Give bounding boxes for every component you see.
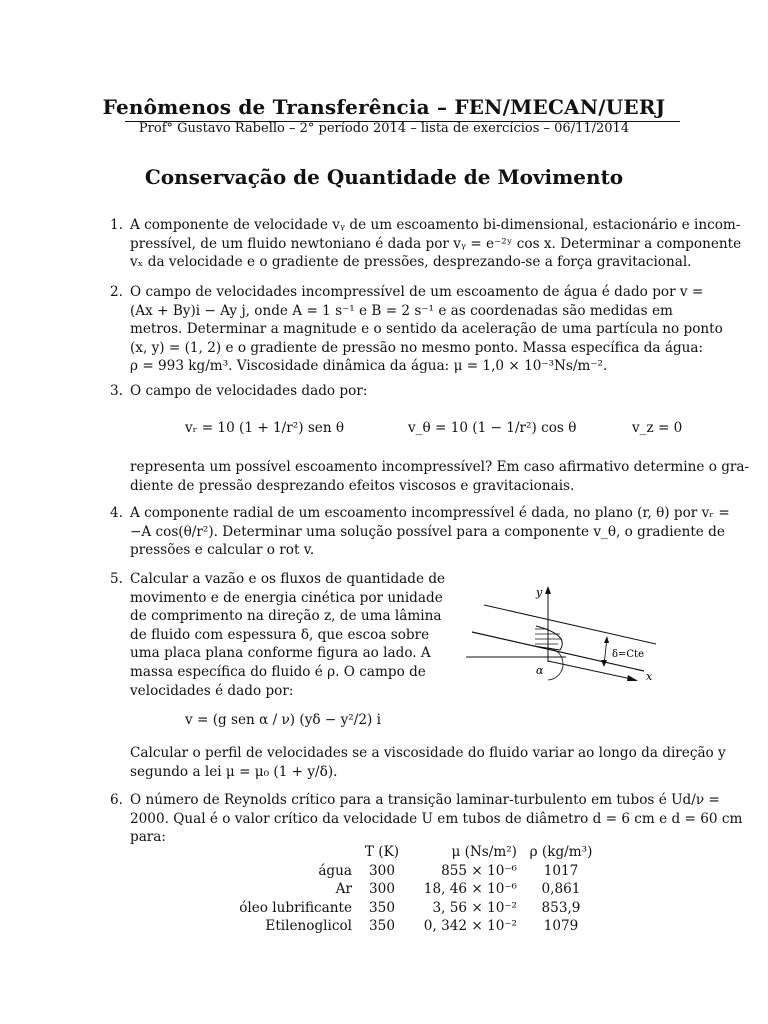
exercise-number: 5. (110, 571, 123, 587)
page-title: Fenômenos de Transferência – FEN/MECAN/UERJ (102, 95, 666, 119)
y-axis-label: y (536, 586, 543, 599)
exercise-3 (110, 382, 685, 401)
exercise-line: massa específica do fluido é ρ. O campo de (130, 663, 426, 680)
table-cell: 300 (369, 881, 395, 897)
exercise-line: representa um possível escoamento incompressível? Em caso afirmativo determine o gra- (130, 459, 750, 475)
table-cell: 350 (369, 918, 395, 934)
exercise-line: A componente radial de um escoamento incompressível é dada, no plano (r, θ) por vᵣ = (130, 505, 730, 521)
exercise-1 (110, 216, 742, 272)
table-cell: 350 (369, 899, 395, 916)
exercise-line: (x, y) = (1, 2) e o gradiente de pressão no mesmo ponto. Massa específica da água: (130, 339, 704, 356)
table-cell: Etilenoglicol (265, 918, 352, 934)
exercise-number: 1. (110, 217, 123, 233)
exercise-line: O campo de velocidades incompressível de um escoamento de água é dado por v = (130, 284, 704, 300)
table-cell: água (318, 862, 352, 879)
exercise-number: 3. (110, 383, 123, 399)
thickness-arrowhead-top (604, 636, 609, 643)
exercise-number: 6. (110, 792, 123, 808)
inclined-plate-figure (448, 580, 673, 695)
table-cell: 855 × 10⁻⁶ (441, 862, 517, 879)
table-cell: 3, 56 × 10⁻² (432, 899, 517, 916)
table-cell: 300 (369, 862, 395, 879)
equation-velocity-field: v = (g sen α / ν) (yδ − y²/2) i (185, 712, 381, 728)
angle-label: α (536, 664, 544, 677)
properties-table (208, 843, 601, 936)
table-row (208, 880, 601, 899)
exercise-5 (110, 570, 446, 700)
x-axis-arrowhead (627, 675, 638, 681)
exercise-number: 4. (110, 505, 123, 521)
x-axis-label: x (646, 670, 653, 683)
exercise-line: −A cos(θ/r²). Determinar uma solução possível para a componente v_θ, o gradiente de (130, 523, 725, 540)
free-surface-line (484, 605, 656, 644)
exercise-line: Calcular o perfil de velocidades se a viscosidade do fluido variar ao longo da direção y (130, 745, 726, 761)
table-cell: 0, 342 × 10⁻² (423, 918, 517, 934)
exercise-4 (110, 504, 730, 560)
exercise-line: para: (130, 829, 166, 846)
table-cell: 18, 46 × 10⁻⁶ (423, 881, 517, 897)
exercise-line: movimento e de energia cinética por unidade (130, 589, 443, 606)
thickness-label: δ=Cte (612, 649, 644, 660)
exercise-line: 2000. Qual é o valor crítico da velocidade U em tubos de diâmetro d = 6 cm e d = 60 cm (130, 810, 743, 827)
equation-vtheta: v_θ = 10 (1 − 1/r²) cos θ (408, 420, 577, 436)
exercise-5-continued (110, 744, 726, 781)
exercise-line: velocidades é dado por: (130, 682, 294, 699)
exercise-line: Calcular a vazão e os fluxos de quantidade de (130, 571, 446, 587)
exercise-line: de comprimento na direção z, de uma lâmina (130, 608, 442, 625)
table-row (208, 917, 601, 936)
exercise-line: diente de pressão desprezando efeitos viscosos e gravitacionais. (130, 477, 575, 494)
table-cell: Ar (335, 881, 352, 897)
title-rule (125, 121, 680, 122)
table-cell: óleo lubrificante (239, 899, 352, 916)
exercise-3-continued (110, 458, 750, 495)
table-header-cell: T (K) (364, 844, 400, 860)
table-row (208, 899, 601, 918)
table-row (208, 862, 601, 881)
table-header-cell: μ (Ns/m²) (451, 844, 517, 860)
exercise-number: 2. (110, 284, 123, 300)
exercise-2 (110, 283, 723, 376)
table-cell: 853,9 (541, 899, 581, 916)
thickness-arrowhead-bottom (601, 660, 607, 667)
exercise-line: metros. Determinar a magnitude e o sentido da aceleração de uma partícula no ponto (130, 321, 723, 338)
table-header-row (208, 843, 601, 862)
exercise-6 (110, 791, 743, 847)
y-axis-arrowhead (545, 586, 551, 594)
equation-vr: vᵣ = 10 (1 + 1/r²) sen θ (185, 420, 345, 436)
page-subtitle: Prof° Gustavo Rabello – 2° período 2014 – lista de exercícios – 06/11/2014 (138, 121, 630, 136)
table-cell: 0,861 (541, 881, 581, 897)
exercise-line: de fluido com espessura δ, que escoa sobre (130, 626, 430, 643)
exercise-line: vₓ da velocidade e o gradiente de pressões, desprezando-se a força gravitacional. (130, 254, 692, 271)
exercise-line: O número de Reynolds crítico para a transição laminar-turbulento em tubos é Ud/ν = (130, 792, 720, 808)
exercise-line: ρ = 993 kg/m³. Viscosidade dinâmica da água: μ = 1,0 × 10⁻³Ns/m⁻². (130, 358, 608, 375)
table-cell: 1017 (543, 862, 579, 879)
section-title: Conservação de Quantidade de Movimento (144, 165, 624, 189)
x-axis (548, 661, 636, 680)
exercise-line: A componente de velocidade vᵧ de um escoamento bi-dimensional, estacionário e incom- (130, 217, 741, 233)
exercise-line: (Ax + By)i − Ay j, onde A = 1 s⁻¹ e B = 2 s⁻¹ e as coordenadas são medidas em (130, 302, 673, 319)
table-header-cell (208, 843, 356, 862)
exercise-line: pressões e calcular o rot v. (130, 542, 315, 559)
exercise-line: segundo a lei μ = μ₀ (1 + y/δ). (130, 763, 338, 780)
table-header-cell: ρ (kg/m³) (529, 844, 593, 860)
exercise-line: uma placa plana conforme figura ao lado. A (130, 645, 431, 662)
table-cell: 1079 (543, 918, 579, 934)
exercise-intro: O campo de velocidades dado por: (130, 383, 368, 399)
exercise-line: pressível, de um fluido newtoniano é dada por vᵧ = e⁻²ʸ cos x. Determinar a componente (130, 235, 742, 252)
equation-vz: v_z = 0 (632, 420, 683, 436)
